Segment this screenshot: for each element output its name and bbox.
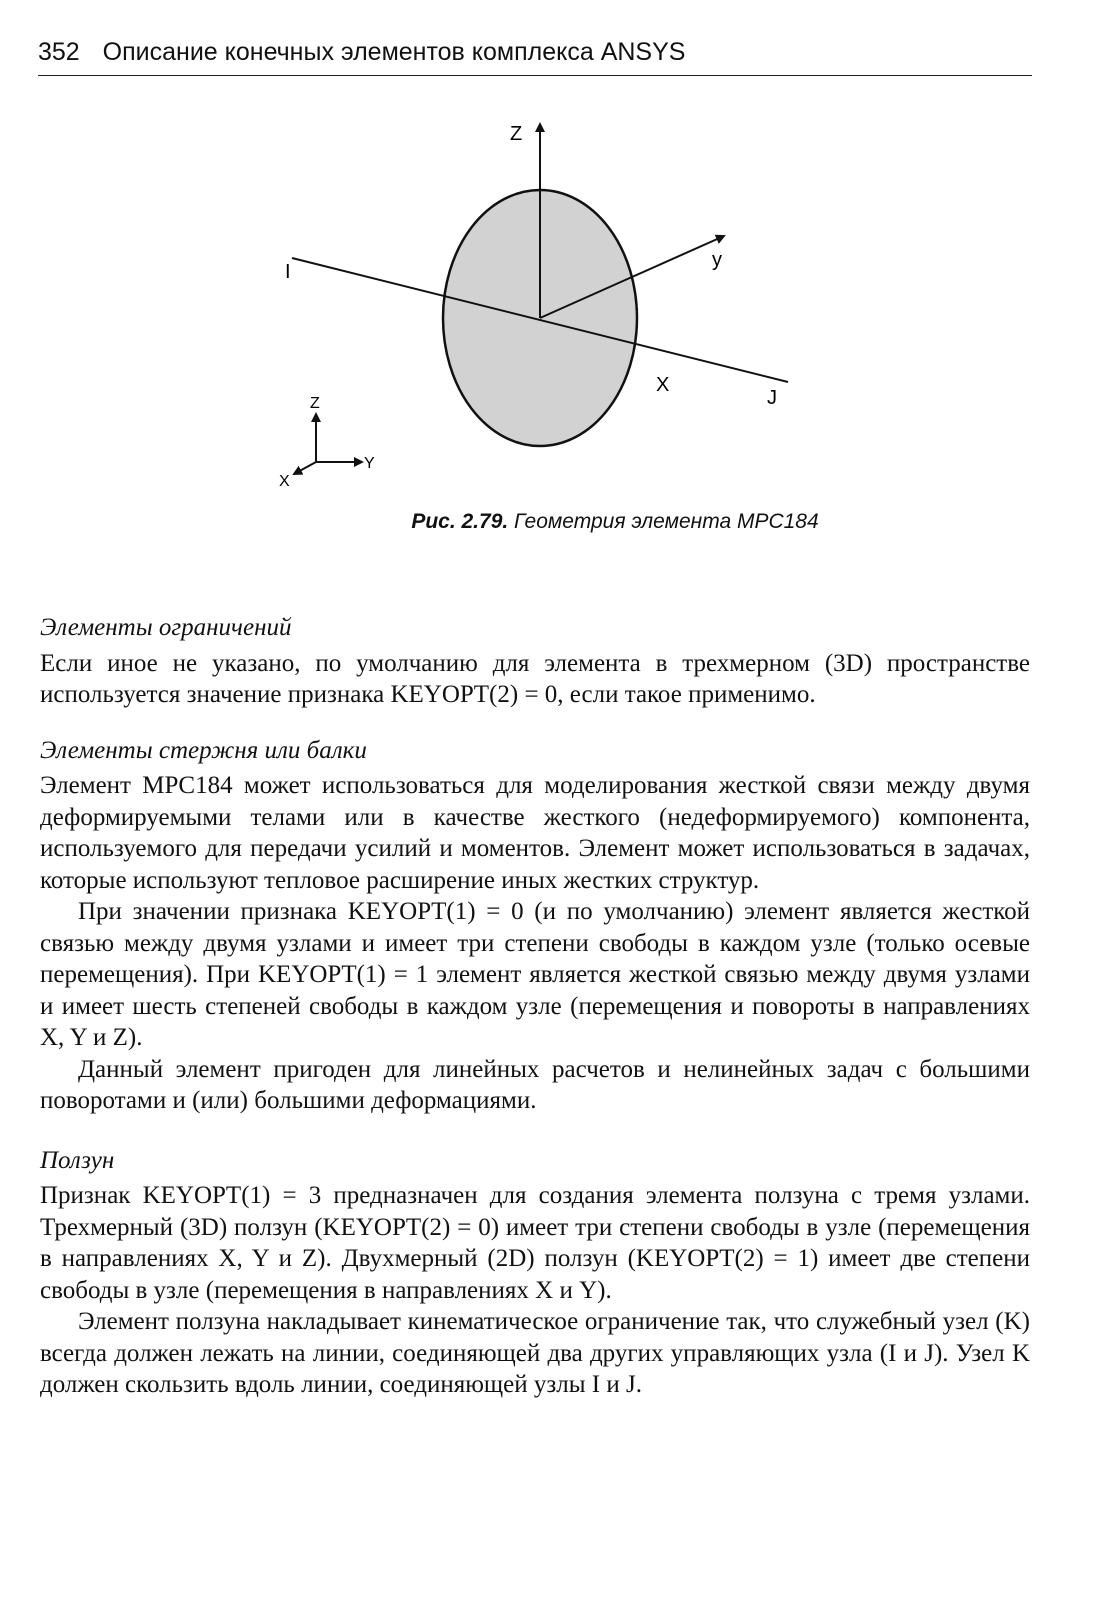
label-z-main: Z [510,123,523,145]
page-number: 352 [38,38,80,66]
label-triad-y: Y [364,455,375,472]
paragraph: Элемент MPC184 может использоваться для моделирования жесткой связи между двумя деформируемыми телами или в качестве жесткого (недеформируемого) компонента, используемого для передачи усилий и моментов. Элемент может использоваться в задачах, которые используют тепловое расширение иных жестких структур. [40,772,1030,894]
label-node-i: I [285,261,291,283]
element-geometry-figure [0,0,1119,560]
section-title-constraints: Элементы ограничений [40,614,292,641]
section-title-beam: Элементы стержня или балки [40,736,367,764]
triad-x-axis [294,462,316,474]
header-title: Описание конечных элементов комплекса ANSYS [102,38,686,66]
paragraph: Если иное не указано, по умолчанию для элемента в трехмерном (3D) пространстве используется значение признака KEYOPT(2) = 0, если такое применимо. [40,649,1030,708]
label-triad-z: Z [310,395,320,412]
body-text [40,612,1030,1401]
label-triad-x: X [279,473,290,490]
label-x-main: X [656,374,670,396]
paragraph: Данный элемент пригоден для линейных расчетов и нелинейных задач с большими поворотами и (или) большими деформациями. [40,1055,1030,1114]
paragraph: При значении признака KEYOPT(1) = 0 (и по умолчанию) элемент является жесткой связью между двумя узлами и имеет три степени свободы в каждом узле (только осевые перемещения). При KEYOPT(1) = 1 элемент является жесткой связью между двумя узлами и имеет шесть степеней свободы в каждом узле (перемещения и повороты в направлениях X, Y и Z). [40,898,1030,1051]
paragraph: Признак KEYOPT(1) = 3 предназначен для создания элемента ползуна с тремя узлами. Трехмерный (3D) ползун (KEYOPT(2) = 0) имеет три степени свободы в узле (перемещения в направлениях X, Y и Z). Двухмерный (2D) ползун (KEYOPT(2) = 1) имеет две степени свободы в узле (перемещения в направлениях X и Y). [40,1182,1030,1304]
label-y-main: y [712,249,722,271]
caption-text: Геометрия элемента MPC184 [514,510,819,533]
section-title-slider: Ползун [40,1146,115,1174]
label-node-j: J [767,387,777,409]
caption-number: Рис. 2.79. [411,510,509,533]
figure-caption [0,510,1080,534]
paragraph: Элемент ползуна накладывает кинематическое ограничение так, что служебный узел (K) всегда должен лежать на линии, соединяющей два других управляющих узла (I и J). Узел K должен скользить вдоль линии, соединяющей узлы I и J. [40,1308,1030,1398]
